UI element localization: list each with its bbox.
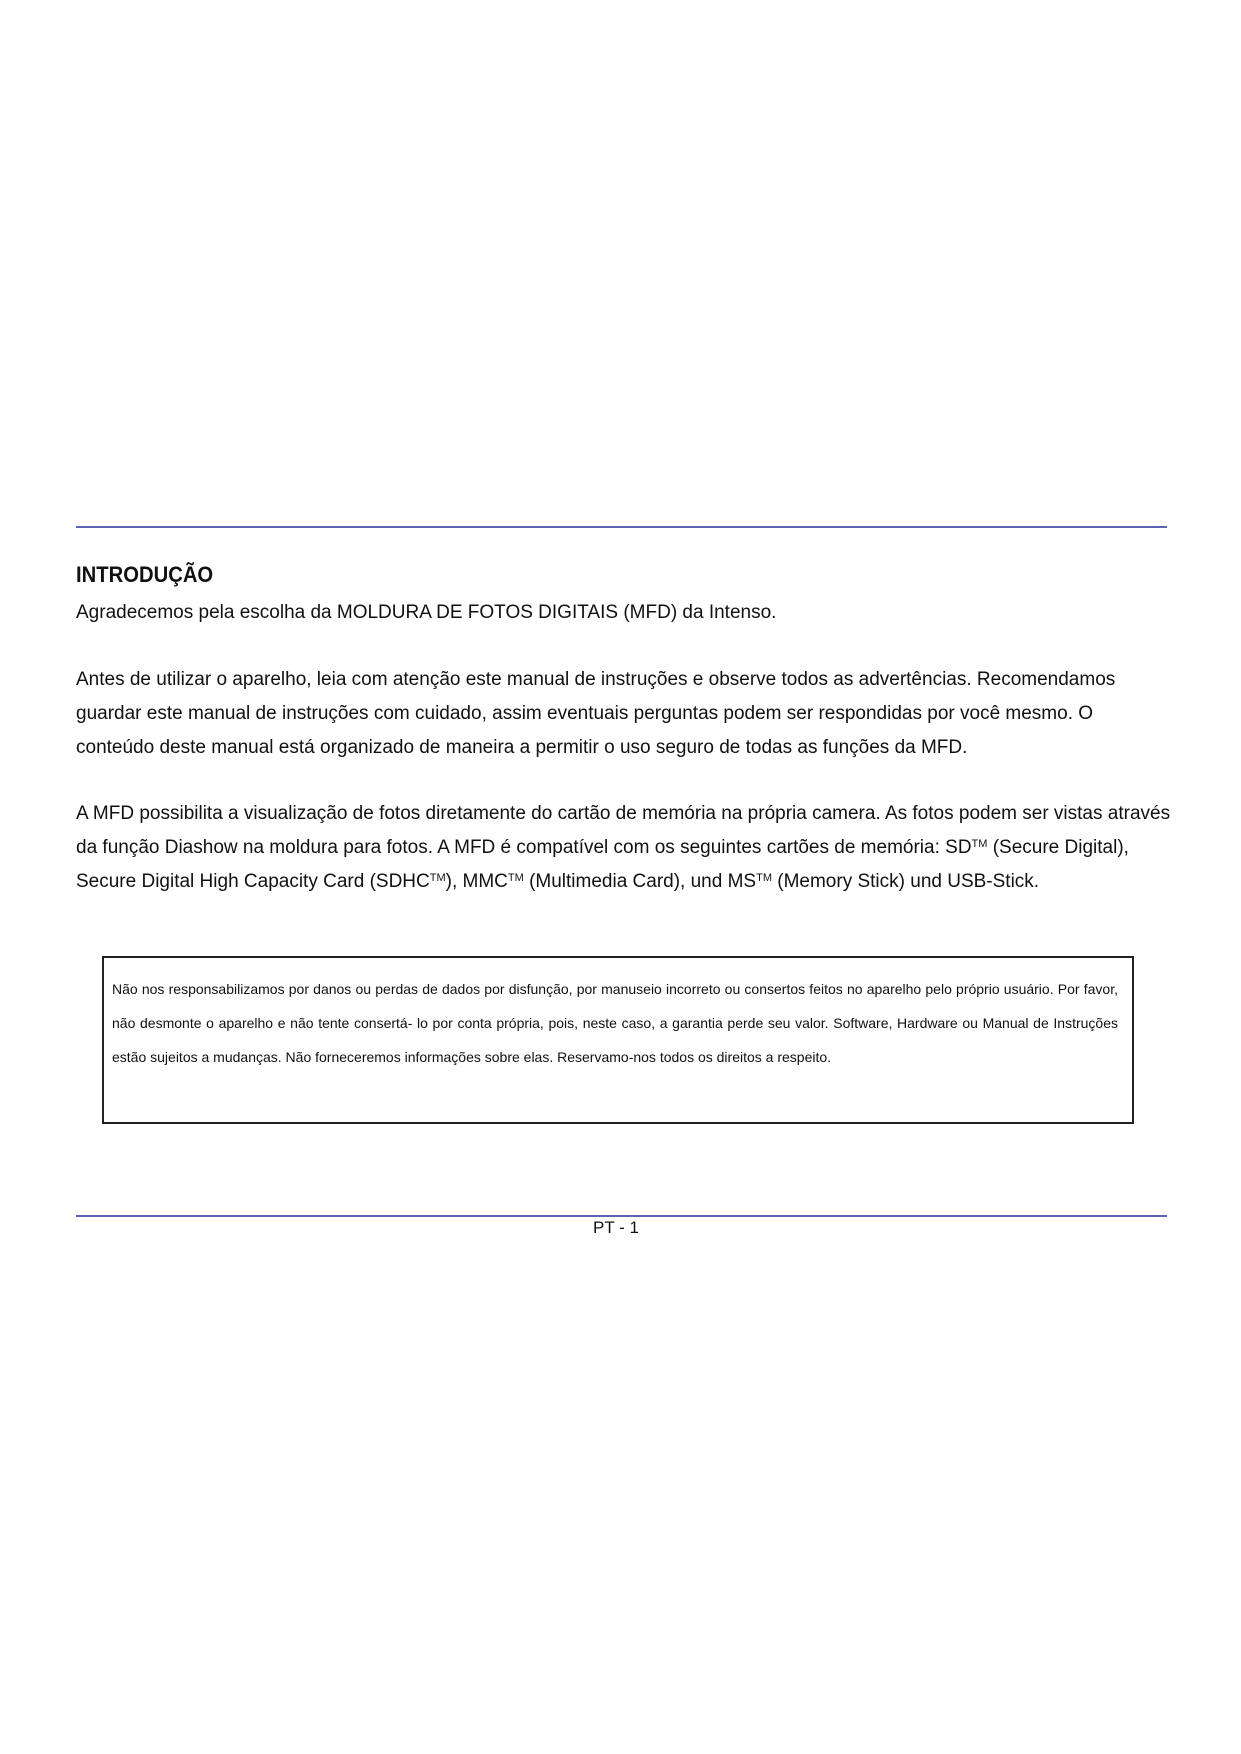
compatibility-paragraph: [76, 797, 1176, 899]
trademark-mark: TM: [971, 838, 988, 850]
disclaimer-box: [102, 956, 1134, 1124]
compat-text-3: ), MMC: [445, 871, 508, 892]
top-divider: [76, 526, 1167, 528]
intro-paragraph: Agradecemos pela escolha da MOLDURA DE FOTOS DIGITAIS (MFD) da Intenso.: [76, 602, 777, 623]
compat-text-5: (Memory Stick) und USB-Stick.: [771, 871, 1040, 892]
trademark-mark: TM: [507, 872, 524, 884]
page-number: PT - 1: [593, 1218, 639, 1237]
section-heading: INTRODUÇÃO: [76, 562, 214, 587]
compat-text-2: (Secure Digital), Secure Digital High Capacity Card (SDHC: [76, 837, 1129, 892]
bottom-divider: [76, 1215, 1167, 1217]
compat-text-4: (Multimedia Card), und MS: [523, 871, 757, 892]
trademark-mark: TM: [429, 872, 446, 884]
trademark-mark: TM: [756, 872, 772, 884]
disclaimer-text: Não nos responsabilizamos por danos ou perdas de dados por disfunção, por manuseio incorreto ou consertos feitos no aparelho pelo próprio usuário. Por favor, não desmonte o aparelho e não tente consertá- lo por conta própria, pois, neste caso, a garantia perde seu valor. Software, Hardware ou Manual de Instruções estão sujeitos a mudanças. Não forneceremos informações sobre elas. Reservamo-nos todos os direitos a respeito.: [112, 981, 1118, 1065]
compat-text-1: A MFD possibilita a visualização de fotos diretamente do cartão de memória na própria camera. As fotos podem ser vistas através da função Diashow na moldura para fotos. A MFD é compatível com os seguintes cartões de memória: SD: [76, 803, 1171, 858]
instructions-paragraph: Antes de utilizar o aparelho, leia com atenção este manual de instruções e observe todos as advertências. Recomendamos guardar este manual de instruções com cuidado, assim eventuais perguntas podem ser respondidas por você mesmo. O conteúdo deste manual está organizado de maneira a permitir o uso seguro de todas as funções da MFD.: [76, 669, 1116, 758]
